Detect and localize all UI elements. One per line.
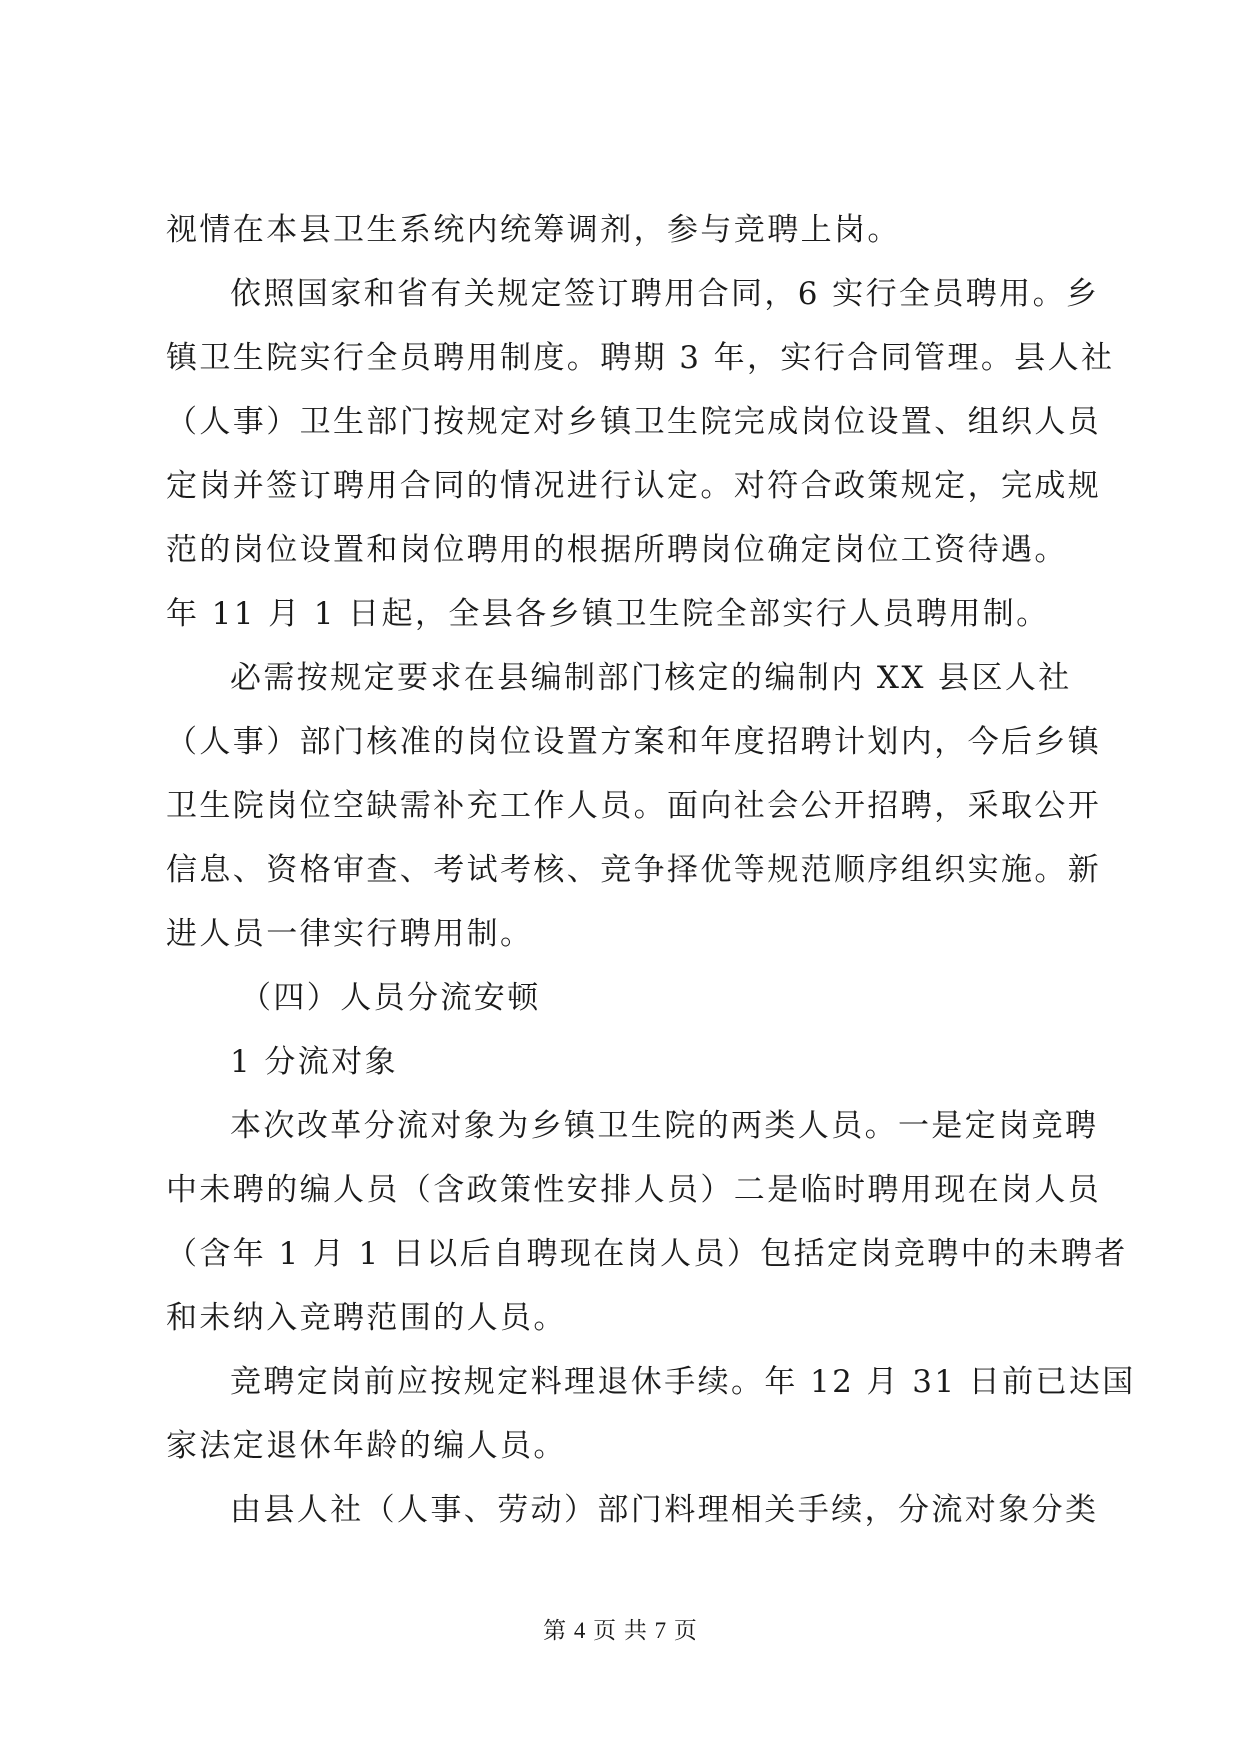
- text-line: （人事）卫生部门按规定对乡镇卫生院完成岗位设置、组织人员: [166, 404, 1102, 440]
- text-line: 家法定退休年龄的编人员。: [166, 1428, 567, 1464]
- page-number-footer: 第 4 页 共 7 页: [543, 1618, 698, 1643]
- text-line: （含年 1 月 1 日以后自聘现在岗人员）包括定岗竞聘中的未聘者: [166, 1236, 1128, 1272]
- text-line: 年 11 月 1 日起，全县各乡镇卫生院全部实行人员聘用制。: [166, 596, 1050, 632]
- document-body: [166, 198, 1136, 1542]
- text-line: 视情在本县卫生系统内统筹调剂，参与竞聘上岗。: [166, 212, 901, 248]
- text-line: 进人员一律实行聘用制。: [166, 916, 534, 952]
- text-line: 竞聘定岗前应按规定料理退休手续。年 12 月 31 日前已达国: [230, 1364, 1136, 1400]
- text-line: 卫生院岗位空缺需补充工作人员。面向社会公开招聘，采取公开: [166, 788, 1102, 824]
- text-line: 范的岗位设置和岗位聘用的根据所聘岗位确定岗位工资待遇。: [166, 532, 1068, 568]
- text-line: 必需按规定要求在县编制部门核定的编制内 XX 县区人社: [230, 660, 1072, 696]
- text-line: 中未聘的编人员（含政策性安排人员）二是临时聘用现在岗人员: [166, 1172, 1102, 1208]
- text-line: 由县人社（人事、劳动）部门料理相关手续，分流对象分类: [230, 1492, 1099, 1528]
- section-heading: （四）人员分流安顿: [240, 980, 541, 1016]
- text-line: 本次改革分流对象为乡镇卫生院的两类人员。一是定岗竞聘: [230, 1108, 1099, 1144]
- text-line: 依照国家和省有关规定签订聘用合同，6 实行全员聘用。乡: [230, 276, 1100, 312]
- text-line: 和未纳入竞聘范围的人员。: [166, 1300, 567, 1336]
- text-line: 镇卫生院实行全员聘用制度。聘期 3 年，实行合同管理。县人社: [166, 340, 1115, 376]
- text-line: 定岗并签订聘用合同的情况进行认定。对符合政策规定，完成规: [166, 468, 1102, 504]
- subsection-heading: 1 分流对象: [230, 1044, 398, 1080]
- text-line: 信息、资格审查、考试考核、竞争择优等规范顺序组织实施。新: [166, 852, 1102, 888]
- text-line: （人事）部门核准的岗位设置方案和年度招聘计划内，今后乡镇: [166, 724, 1102, 760]
